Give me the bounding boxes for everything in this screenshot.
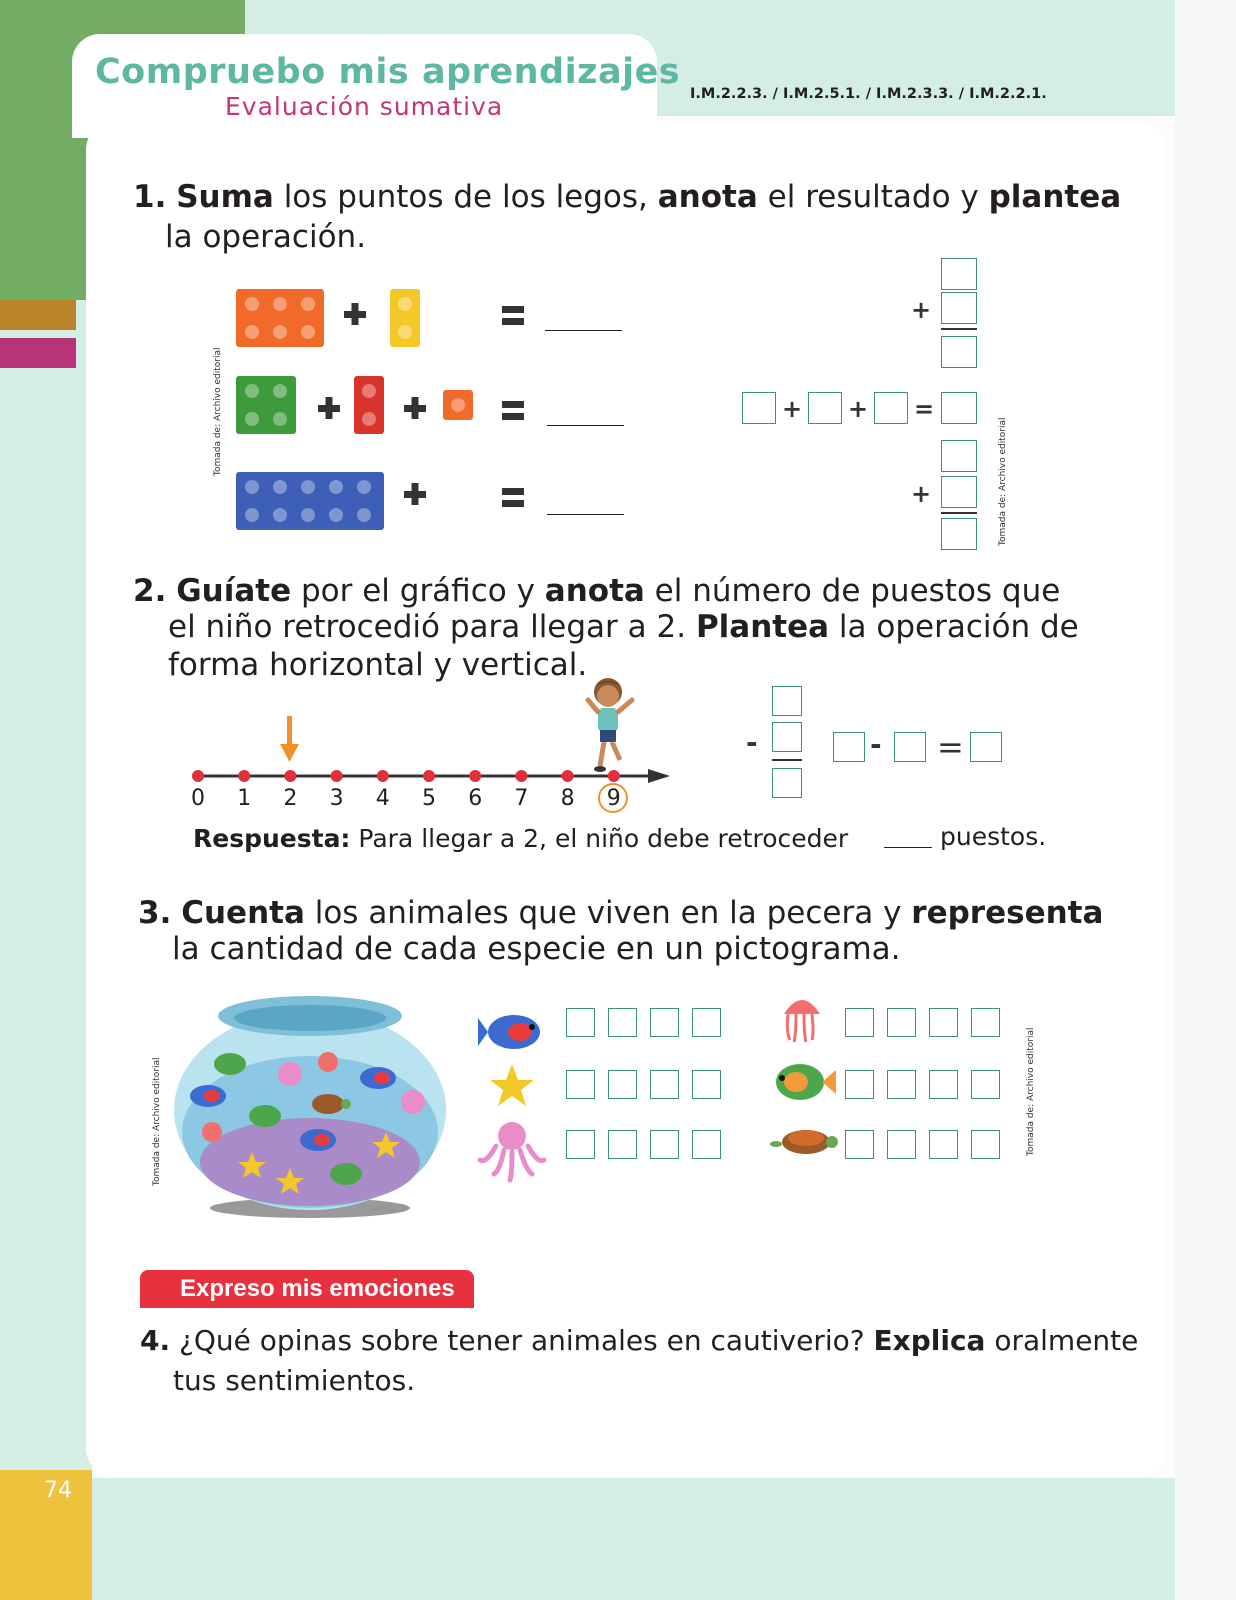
q1-horiz-box-1[interactable] xyxy=(742,392,776,424)
octopus-icon xyxy=(480,1122,544,1180)
page-number: 74 xyxy=(44,1478,72,1503)
pictogram-box[interactable] xyxy=(887,1130,916,1159)
bottom-band xyxy=(0,1478,1175,1600)
pictogram-box[interactable] xyxy=(971,1008,1000,1037)
pictogram-box[interactable] xyxy=(971,1130,1000,1159)
q1-vert1-box-top[interactable] xyxy=(941,258,977,290)
page-title: Compruebo mis aprendizajes xyxy=(95,52,681,92)
q3-text-a: los animales que viven en la pecera y xyxy=(304,895,912,931)
fishbowl-illustration xyxy=(168,992,453,1224)
number-line-dot xyxy=(238,770,250,782)
q2-horiz-equals: = xyxy=(937,728,964,766)
brown-stripe xyxy=(0,300,76,330)
magenta-stripe xyxy=(0,338,76,368)
q1-answer-blank-1[interactable] xyxy=(545,330,622,331)
q3-line2: la cantidad de cada especie en un pictograma. xyxy=(172,931,901,967)
q2-answer-label: Respuesta: xyxy=(193,824,351,853)
q2-number: 2. xyxy=(133,573,167,609)
number-line-dot xyxy=(469,770,481,782)
page-number-tab xyxy=(0,1470,92,1600)
bowl-fish-blue-icon xyxy=(190,1085,226,1107)
q4-number: 4. xyxy=(140,1324,171,1357)
q2-text-b: el número de puestos que xyxy=(644,573,1061,609)
q1-vert1-box-mid[interactable] xyxy=(941,292,977,324)
number-line-dot xyxy=(377,770,389,782)
pictogram-box[interactable] xyxy=(929,1008,958,1037)
pictogram-box[interactable] xyxy=(845,1008,874,1037)
q1-vert2-box-top[interactable] xyxy=(941,440,977,472)
q3-number: 3. xyxy=(138,895,172,931)
credit-q1-right: Tomada de: Archivo editorial xyxy=(998,417,1008,546)
q2-horiz-minus: - xyxy=(870,728,882,761)
q2-vert-box-mid[interactable] xyxy=(772,722,802,752)
q1-vert1-plus: + xyxy=(911,296,932,324)
child-figure xyxy=(588,678,632,772)
q1-horiz-box-result[interactable] xyxy=(941,392,977,424)
q1-horiz-plus-2: + xyxy=(848,395,869,423)
q2-answer-blank[interactable] xyxy=(884,847,932,848)
q1-vert1-box-result[interactable] xyxy=(941,336,977,368)
q1-line1 xyxy=(133,178,1121,216)
q4-line1 xyxy=(140,1322,1138,1360)
lego-yellow-2 xyxy=(390,289,420,347)
q1-text-b: el resultado y xyxy=(757,179,989,215)
q2-verb-anota: anota xyxy=(544,573,645,609)
pictogram-box[interactable] xyxy=(650,1070,679,1099)
q1-answer-blank-2[interactable] xyxy=(547,425,624,426)
q2-text-c: el niño retrocedió para llegar a 2. xyxy=(168,609,696,645)
q2-horiz-box-1[interactable] xyxy=(833,732,865,762)
q1-verb-suma: Suma xyxy=(176,179,274,215)
number-line-dot xyxy=(192,770,204,782)
number-line-label: 3 xyxy=(329,786,344,811)
pictogram-box[interactable] xyxy=(566,1130,595,1159)
q2-verb-guiate: Guíate xyxy=(176,573,292,609)
number-line-dot xyxy=(562,770,574,782)
q1-vert2-plus: + xyxy=(911,480,932,508)
q2-text-d: la operación de xyxy=(829,609,1079,645)
lego-red-2 xyxy=(354,376,384,434)
indicator-codes: I.M.2.2.3. / I.M.2.5.1. / I.M.2.3.3. / I.M.2.2.1. xyxy=(690,86,1047,102)
number-line-label: 4 xyxy=(375,786,390,811)
lego-diagram xyxy=(230,280,650,550)
pictogram-box[interactable] xyxy=(971,1070,1000,1099)
lego-orange-1 xyxy=(443,390,473,420)
lego-orange-6 xyxy=(236,289,324,347)
q2-text-a: por el gráfico y xyxy=(291,573,545,609)
q1-horiz-box-3[interactable] xyxy=(874,392,908,424)
page-subtitle: Evaluación sumativa xyxy=(225,92,504,121)
q4-line2: tus sentimientos. xyxy=(173,1364,416,1397)
q4-verb-explica: Explica xyxy=(873,1324,986,1357)
q2-vert-minus: - xyxy=(746,726,758,759)
q2-line1 xyxy=(133,572,1060,610)
number-line-dot xyxy=(608,770,620,782)
pictogram-box[interactable] xyxy=(566,1008,595,1037)
pictogram-box[interactable] xyxy=(692,1130,721,1159)
pictogram-box[interactable] xyxy=(929,1070,958,1099)
q3-verb-cuenta: Cuenta xyxy=(181,895,305,931)
q3-verb-representa: representa xyxy=(911,895,1104,931)
emotions-banner: Expreso mis emociones xyxy=(140,1270,474,1308)
pictogram-box[interactable] xyxy=(887,1070,916,1099)
fish-blue-icon xyxy=(478,1015,540,1049)
q3-line1 xyxy=(138,894,1103,932)
q1-vert2-box-result[interactable] xyxy=(941,518,977,550)
pictogram-box[interactable] xyxy=(692,1070,721,1099)
starfish-icon xyxy=(490,1064,534,1106)
q1-line2: la operación. xyxy=(165,219,367,255)
number-line-label: 9 xyxy=(606,786,621,811)
number-line-dot xyxy=(515,770,527,782)
bowl-fish-blue-icon xyxy=(360,1067,396,1089)
q2-line3: forma horizontal y vertical. xyxy=(168,647,588,683)
q2-answer-unit: puestos. xyxy=(940,822,1047,851)
credit-q3-right: Tomada de: Archivo editorial xyxy=(1026,1027,1036,1156)
pictogram-box[interactable] xyxy=(929,1130,958,1159)
credit-q3-bowl: Tomada de: Archivo editorial xyxy=(152,1057,162,1186)
left-margin-band xyxy=(0,300,92,1600)
pictogram-box[interactable] xyxy=(608,1008,637,1037)
jellyfish-icon xyxy=(784,1000,820,1042)
q2-vert-box-result[interactable] xyxy=(772,768,802,798)
pictogram-box[interactable] xyxy=(845,1130,874,1159)
pictogram-box[interactable] xyxy=(887,1008,916,1037)
pictogram-box[interactable] xyxy=(608,1130,637,1159)
number-line-label: 2 xyxy=(283,786,298,811)
lego-blue-10 xyxy=(236,472,384,530)
lego-green-4 xyxy=(236,376,296,434)
q1-text-a: los puntos de los legos, xyxy=(273,179,658,215)
q1-horiz-equals: = xyxy=(914,395,935,423)
q2-vert-line xyxy=(772,759,802,761)
pictogram-box[interactable] xyxy=(845,1070,874,1099)
q1-vert2-line xyxy=(941,512,977,514)
number-line-label: 7 xyxy=(514,786,529,811)
pictogram-box[interactable] xyxy=(566,1070,595,1099)
q2-line2 xyxy=(168,608,1079,646)
q1-horiz-box-2[interactable] xyxy=(808,392,842,424)
arrow-down-icon xyxy=(280,716,299,762)
bowl-fish-blue-icon xyxy=(300,1129,336,1151)
number-line-label: 8 xyxy=(560,786,575,811)
q1-answer-blank-3[interactable] xyxy=(547,514,624,515)
number-line-dot xyxy=(423,770,435,782)
pictogram-right-icons xyxy=(768,990,840,1180)
turtle-icon xyxy=(770,1130,838,1154)
number-line-dot xyxy=(331,770,343,782)
q2-verb-plantea: Plantea xyxy=(695,609,830,645)
number-line-dot xyxy=(284,770,296,782)
q2-horiz-box-2[interactable] xyxy=(894,732,926,762)
q1-verb-anota: anota xyxy=(657,179,758,215)
number-line-label: 0 xyxy=(191,786,205,811)
pictogram-box[interactable] xyxy=(692,1008,721,1037)
q2-horiz-box-result[interactable] xyxy=(970,732,1002,762)
q2-answer-sentence xyxy=(193,824,848,853)
q4-text-b: oralmente xyxy=(985,1324,1139,1357)
number-line-label: 5 xyxy=(422,786,436,811)
right-page-edge xyxy=(1175,0,1236,1600)
q1-vert2-box-mid[interactable] xyxy=(941,476,977,508)
q1-number: 1. xyxy=(133,179,167,215)
q1-vert1-line xyxy=(941,328,977,330)
q1-verb-plantea: plantea xyxy=(988,179,1122,215)
pictogram-box[interactable] xyxy=(608,1070,637,1099)
credit-q1-left: Tomada de: Archivo editorial xyxy=(213,347,223,476)
pictogram-box[interactable] xyxy=(650,1130,679,1159)
fish-green-icon xyxy=(776,1064,836,1100)
q4-text-a: ¿Qué opinas sobre tener animales en cautiverio? xyxy=(179,1324,874,1357)
number-line-label: 1 xyxy=(237,786,252,811)
pictogram-left-icons xyxy=(476,996,546,1186)
number-line-label: 6 xyxy=(468,786,483,811)
q2-answer-text: Para llegar a 2, el niño debe retroceder xyxy=(350,824,849,853)
q1-horiz-plus-1: + xyxy=(782,395,803,423)
pictogram-box[interactable] xyxy=(650,1008,679,1037)
q2-vert-box-top[interactable] xyxy=(772,686,802,716)
